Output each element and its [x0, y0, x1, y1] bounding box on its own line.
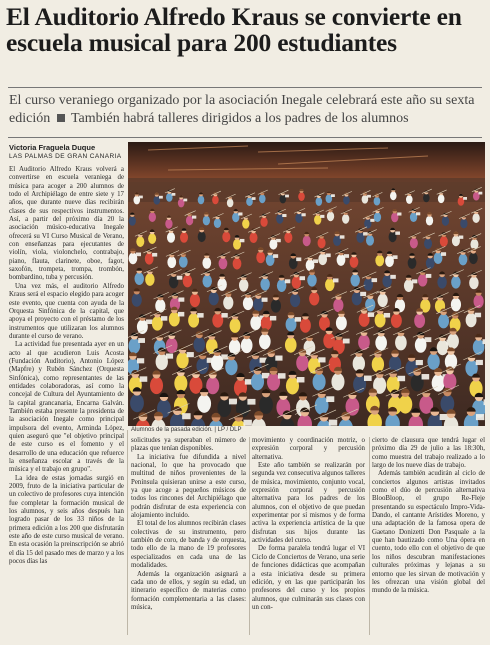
body-column-3 [252, 437, 365, 637]
subtitle-part-2: También habrá talleres dirigidos a los padres de los alumnos [70, 111, 409, 126]
paragraph: solicitudes ya superaban el número de plazas que tenían disponibles. [131, 437, 246, 453]
byline-author: Victoria Fraguela Duque [9, 143, 96, 152]
body-column-1 [9, 166, 124, 636]
paragraph: La idea de estas jornadas surgió en 2009, fruto de la iniciativa particular de un colectivo de profesores cuya intención fue completar la formación musical de los alumnos, y seis años después han logrado pasar de los 33 niños de la primera edición a los 200 que disfrutarán este año de este curso musical de verano. En esta ocasión la preinscripción se abrió el día 15 del pasado mes de marzo y a los pocos días las [9, 474, 124, 566]
byline-location: LAS PALMAS DE GRAN CANARIA [9, 153, 122, 160]
subtitle [9, 92, 485, 128]
paragraph: Una vez más, el auditorio Alfredo Kraus será el espacio elegido para acoger este evento, que cuenta con ayuda de la Orquesta Sinfónica de la capital, que apoya el proyecto con el préstamo de los instrumentos que utilizaran los alumnos durante el curso de verano. [9, 282, 124, 340]
byline [9, 143, 122, 161]
body-column-4 [372, 437, 485, 637]
paragraph: Además también acudirán al ciclo de conciertos algunos artistas invitados como el dúo de percusión alternativa BlooBloop, el grupo Re-Fleje presentando su espectáculo Impro-Vida-Dando, el cantante Arístides Moreno, y una adaptación de la famosa opera de Gaetano Donizetti Don Pasquale a la que han bautizado como Una ópera en cuento, todo ello con el objetivo de que los niños descubran manifestaciones culturales próximas y lejanas a su entorno que les sirvan de motivación y les ofrezcan una visión global del mundo de la música. [372, 470, 485, 595]
photo-caption: Alumnos de la pasada edición. | LP / DLP [131, 427, 242, 433]
column-divider [127, 430, 128, 635]
subtitle-rule [8, 137, 482, 138]
square-bullet-icon [57, 114, 65, 122]
paragraph: movimiento y coordinación motriz, o expresión corporal y percusión alternativa. [252, 437, 365, 461]
paragraph: La actividad fue presentada ayer en un acto al que acudieron Luis Acosta (Fundación Auditorio), Antonio López (Mapfre) y Rubén Sánchez (Orquesta Sinfónica), como representantes de las entidades colaboradoras, así como la concejal de Cultura del Ayuntamiento de la capital grancanaria, Encarna Galván. También estaba presente la presidenta de la asociación Inegale como principal impulsora del evento, Arminda López, quien aseguró que "el objetivo principal de este curso es el fomento y el desarrollo de una educación que refuerce la enseñanza escolar a través de la música y el trabajo en grupo". [9, 341, 124, 474]
paragraph: cierto de clausura que tendrá lugar el próximo día 29 de julio a las 18:30h, como muestra del trabajo realizado a lo largo de los nueve días de trabajo. [372, 437, 485, 470]
paragraph: De forma paralela tendrá lugar el VI Ciclo de Conciertos de Verano, una serie de funciones didácticas que acompañan a esta iniciativa desde su primera edición, y en las que participarán los profesores del curso y los propios alumnos, que culminarán sus clases con un con- [252, 545, 365, 611]
column-divider [249, 437, 250, 635]
orchestra-photo [128, 142, 485, 426]
paragraph: El Auditorio Alfredo Kraus volverá a convertirse en escuela veraniega de música para acoger a 200 alumnos de todo el Archipiélago de entre siete y 17 años, que durante nueve días recibirán clases de sus respectivos instrumentos. Así, a partir del próximo día 20 la asociación músico-educativa Inegale ofrecerá su VI Curso Musical de Verano, con enseñanzas para ejecutantes de violín, viola, violonchelo, contrabajo, piano, flauta, clarinete, oboe, fagot, saxofón, trompeta, trompa, trombón, bombardino, tuba y percusión. [9, 166, 124, 282]
orchestra-photo-illustration [128, 142, 485, 426]
subtitle-part-1: El curso veraniego organizado por la asociación Inegale celebrará este año su sexta edición [9, 93, 475, 126]
paragraph: Este año también se realizarán por segunda vez consecutiva algunos talleres de música, movimiento, conjunto vocal, expresión corporal y percusión alternativa para los padres de los alumnos, con el objetivo de que puedan experimentar por sí mismos y de forma activa la experiencia artística de la que disfrutan sus hijos durante las actividades del curso. [252, 462, 365, 545]
column-divider [369, 437, 370, 635]
headline-rule [8, 87, 482, 88]
paragraph: El total de los alumnos recibirán clases colectivas de su instrumento, pero también de coro, de banda y de orquesta, todo ello de la mano de 19 profesores especializados en cada una de las modalidades. [131, 520, 246, 570]
headline: El Auditorio Alfredo Kraus se convierte en escuela musical para 200 estudiantes [6, 2, 462, 57]
body-column-2 [131, 437, 246, 637]
paragraph: La iniciativa fue difundida a nivel nacional, lo que ha provocado que multitud de niños provenientes de la Península quisieran unirse a este curso, ya que acoge a pequeños músicos de todos los rincones del Archipiélago que podrán disfrutar de esta experiencia con alojamiento incluido. [131, 453, 246, 520]
paragraph: Además la organización asignará a cada uno de ellos, y según su edad, un itinerario específico de materias como formación complementaria a las clases: música, [131, 570, 246, 611]
